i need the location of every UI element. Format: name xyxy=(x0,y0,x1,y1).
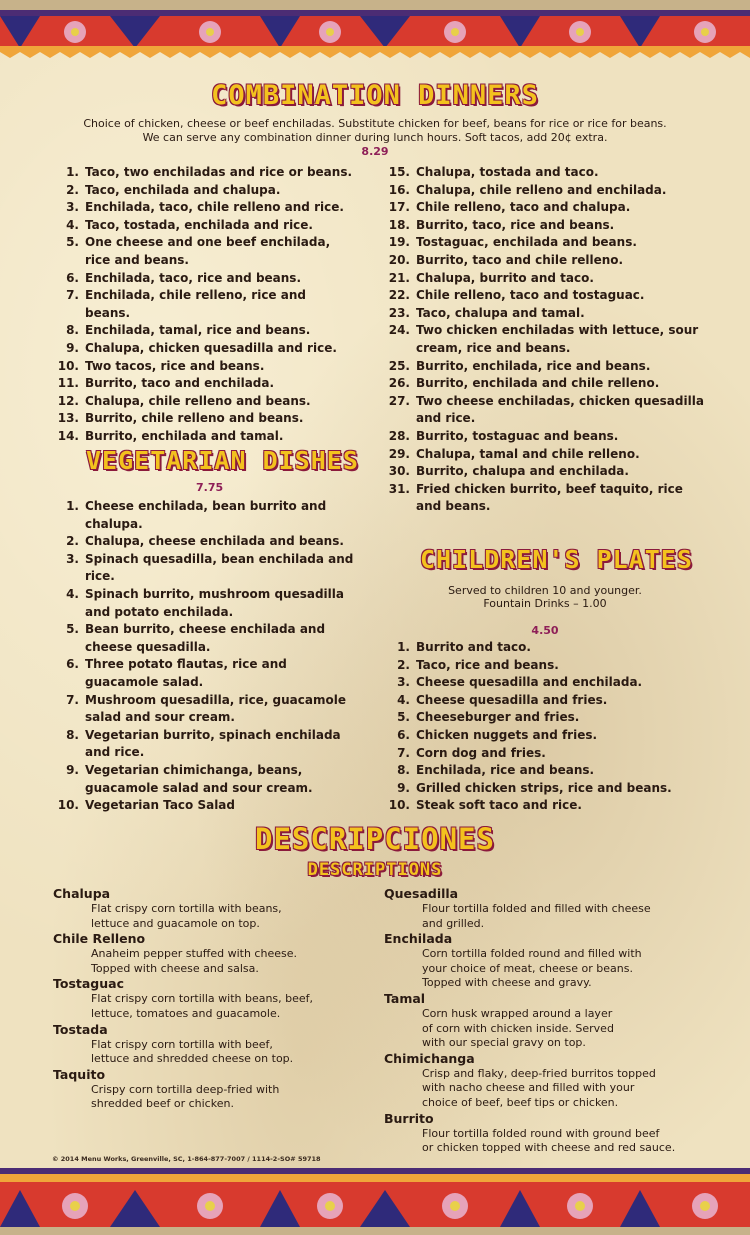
combination-price: 8.29 xyxy=(361,145,389,158)
menu-item xyxy=(386,358,706,376)
menu-item xyxy=(386,745,706,763)
menu-item xyxy=(55,199,355,217)
description-text: lettuce, tomatoes and guacamole. xyxy=(91,1006,281,1020)
menu-item-text: Chalupa, chile relleno and enchilada. xyxy=(416,182,667,197)
menu-item xyxy=(55,586,355,621)
description-term: Chimichanga xyxy=(384,1050,475,1066)
menu-item-text: Taco, tostada, enchilada and rice. xyxy=(85,217,313,232)
menu-item-text: Chalupa, chile relleno and beans. xyxy=(85,393,311,408)
menu-item xyxy=(386,674,706,692)
menu-item-text: Enchilada, taco, rice and beans. xyxy=(85,270,302,285)
menu-item-text: Burrito, enchilada and chile relleno. xyxy=(416,376,660,391)
menu-item xyxy=(55,656,355,691)
menu-item-text: Bean burrito, cheese enchilada and cheese quesadilla. xyxy=(85,622,326,654)
menu-item-number: 5. xyxy=(66,235,79,250)
description-text: shredded beef or chicken. xyxy=(91,1097,234,1111)
description-text: Flour tortilla folded and filled with cheese xyxy=(422,902,651,915)
menu-item xyxy=(55,621,355,656)
menu-item xyxy=(386,305,706,323)
description-text: your choice of meat, cheese or beans. xyxy=(422,961,633,975)
description-term: Enchilada xyxy=(384,931,453,947)
menu-item xyxy=(386,639,706,657)
menu-item-text: Enchilada, taco, chile relleno and rice. xyxy=(85,200,344,215)
description-text: Topped with cheese and gravy. xyxy=(422,976,592,990)
decorative-border-top xyxy=(0,0,750,58)
menu-item xyxy=(386,252,706,270)
menu-item xyxy=(55,164,355,182)
menu-item-number: 11. xyxy=(57,376,79,391)
menu-item-number: 20. xyxy=(388,252,410,267)
description-text: Crisp and flaky, deep-fried burritos topped xyxy=(422,1066,656,1080)
menu-item-text: Two chicken enchiladas with lettuce, sour cream, rice and beans. xyxy=(416,323,699,355)
menu-item-text: Mushroom quesadilla, rice, guacamole salad and sour cream. xyxy=(85,692,346,725)
menu-item-number: 7. xyxy=(397,745,410,760)
menu-item-text: Burrito, tostaguac and beans. xyxy=(416,428,619,443)
menu-item-text: Enchilada, tamal, rice and beans. xyxy=(85,323,311,338)
menu-item-text: Chalupa, cheese enchilada and beans. xyxy=(85,534,344,549)
menu-item-text: Tostaguac, enchilada and beans. xyxy=(416,235,637,250)
menu-item-number: 30. xyxy=(388,464,410,479)
description-term: Tamal xyxy=(384,990,426,1006)
menu-item-number: 31. xyxy=(388,481,410,496)
menu-item-number: 2. xyxy=(397,657,410,672)
menu-item-number: 7. xyxy=(66,692,79,707)
menu-item xyxy=(386,199,706,217)
menu-item-number: 7. xyxy=(66,288,79,303)
menu-item xyxy=(386,657,706,675)
description-text: lettuce and shredded cheese on top. xyxy=(91,1052,294,1066)
menu-item-text: Vegetarian burrito, spinach enchilada and rice. xyxy=(85,727,341,760)
menu-item-number: 6. xyxy=(66,657,79,672)
menu-item-number: 8. xyxy=(397,763,410,778)
menu-item-number: 6. xyxy=(66,270,79,285)
menu-item-text: Taco, rice and beans. xyxy=(416,657,559,672)
menu-item xyxy=(55,234,355,269)
menu-item-number: 1. xyxy=(397,640,410,654)
menu-item-number: 24. xyxy=(388,323,410,338)
menu-item xyxy=(55,270,355,288)
menu-item-number: 4. xyxy=(397,692,410,707)
childrens-plates-title: CHILDREN'S PLATES xyxy=(420,545,693,574)
menu-item xyxy=(386,481,706,516)
menu-item-number: 8. xyxy=(66,727,79,742)
combination-list-left xyxy=(55,164,355,446)
vegetarian-price: 7.75 xyxy=(196,481,224,494)
description-text: Crispy corn tortilla deep-fried with xyxy=(91,1082,280,1096)
menu-item-number: 13. xyxy=(57,411,79,426)
description-text: Corn tortilla folded round and filled with xyxy=(422,947,642,961)
menu-item xyxy=(55,393,355,411)
menu-item-number: 5. xyxy=(397,710,410,725)
menu-item-number: 9. xyxy=(66,340,79,355)
menu-item-text: Three potato flautas, rice and guacamole salad. xyxy=(85,657,287,689)
menu-item-text: Cheese quesadilla and enchilada. xyxy=(416,675,643,690)
menu-item-text: Chalupa, tamal and chile relleno. xyxy=(416,446,640,461)
menu-item-number: 29. xyxy=(388,446,410,461)
menu-item-text: Burrito, taco, rice and beans. xyxy=(416,217,615,232)
menu-item-text: Cheeseburger and fries. xyxy=(416,710,580,725)
menu-item xyxy=(55,340,355,358)
menu-item xyxy=(386,393,706,428)
menu-item xyxy=(386,270,706,288)
menu-item xyxy=(386,234,706,252)
menu-item-number: 1. xyxy=(66,165,79,179)
menu-item-number: 18. xyxy=(388,217,410,232)
menu-item-number: 22. xyxy=(388,288,410,303)
menu-item-text: Taco, two enchiladas and rice or beans. xyxy=(85,165,353,179)
menu-item-number: 4. xyxy=(66,586,79,601)
menu-item-text: Burrito, taco and chile relleno. xyxy=(416,252,624,267)
menu-item-number: 28. xyxy=(388,428,410,443)
menu-item-number: 2. xyxy=(66,534,79,549)
description-term: Quesadilla xyxy=(384,886,459,901)
menu-item xyxy=(386,463,706,481)
children-note-1: Served to children 10 and younger. xyxy=(448,584,642,597)
menu-item-text: Burrito, enchilada and tamal. xyxy=(85,428,284,443)
menu-item-number: 23. xyxy=(388,305,410,320)
children-list xyxy=(386,639,706,815)
menu-item-number: 10. xyxy=(388,798,410,813)
menu-item-text: Burrito, chile relleno and beans. xyxy=(85,411,304,426)
menu-item-text: Chile relleno, taco and chalupa. xyxy=(416,200,631,215)
menu-item-number: 27. xyxy=(388,393,410,408)
menu-item-number: 10. xyxy=(57,358,79,373)
menu-item-text: Enchilada, chile relleno, rice and beans. xyxy=(85,288,306,320)
menu-item xyxy=(55,217,355,235)
descriptions-left xyxy=(53,886,353,1112)
description-text: of corn with chicken inside. Served xyxy=(422,1021,614,1035)
menu-item-number: 14. xyxy=(57,428,79,443)
menu-item xyxy=(55,375,355,393)
menu-item xyxy=(55,287,355,322)
menu-item-text: Chile relleno, taco and tostaguac. xyxy=(416,288,645,303)
menu-item-text: Vegetarian Taco Salad xyxy=(85,798,235,813)
menu-item xyxy=(55,692,355,727)
menu-item-text: Burrito and taco. xyxy=(416,640,531,654)
descriptions-right xyxy=(384,886,704,1156)
menu-item-number: 3. xyxy=(397,675,410,690)
menu-item-text: Two cheese enchiladas, chicken quesadilla and rice. xyxy=(416,393,704,426)
menu-item-text: Chalupa, burrito and taco. xyxy=(416,270,594,285)
menu-item-number: 12. xyxy=(57,393,79,408)
menu-item-number: 9. xyxy=(66,762,79,777)
description-text: with our special gravy on top. xyxy=(422,1036,586,1050)
menu-item-text: Two tacos, rice and beans. xyxy=(85,358,265,373)
menu-item-text: Cheese quesadilla and fries. xyxy=(416,692,608,707)
menu-item xyxy=(55,727,355,762)
menu-item xyxy=(386,375,706,393)
menu-item-number: 21. xyxy=(388,270,410,285)
vegetarian-dishes-title: VEGETARIAN DISHES xyxy=(86,446,359,475)
description-term: Chile Relleno xyxy=(53,931,146,947)
description-text: Flat crispy corn tortilla with beans, beef, xyxy=(91,992,314,1006)
menu-item-text: Taco, enchilada and chalupa. xyxy=(85,182,281,197)
copyright: © 2014 Menu Works, Greenville, SC, 1-864-877-7007 / 1114-2-SO# 59718 xyxy=(52,1155,321,1163)
menu-item xyxy=(386,797,706,815)
description-text: Flour tortilla folded round with ground beef xyxy=(422,1126,660,1140)
menu-item-text: Fried chicken burrito, beef taquito, rice and beans. xyxy=(416,481,683,514)
menu-item-number: 3. xyxy=(66,551,79,566)
description-term: Tostaguac xyxy=(53,976,124,992)
menu-item-text: Chicken nuggets and fries. xyxy=(416,727,598,742)
description-text: Corn husk wrapped around a layer xyxy=(422,1006,613,1020)
menu-item-text: Grilled chicken strips, rice and beans. xyxy=(416,780,672,795)
menu-item-text: Chalupa, chicken quesadilla and rice. xyxy=(85,340,337,355)
menu-item xyxy=(55,797,355,815)
menu-item xyxy=(386,164,706,182)
menu-item-text: Vegetarian chimichanga, beans, guacamole salad and sour cream. xyxy=(85,762,313,795)
menu-item xyxy=(55,322,355,340)
menu-item-text: Taco, chalupa and tamal. xyxy=(416,305,585,320)
description-text: Topped with cheese and salsa. xyxy=(91,961,259,975)
vegetarian-list xyxy=(55,498,355,815)
menu-item-number: 9. xyxy=(397,780,410,795)
menu-item xyxy=(386,692,706,710)
combination-dinners-title: COMBINATION DINNERS xyxy=(211,80,539,111)
menu-item-number: 3. xyxy=(66,200,79,215)
menu-item xyxy=(386,727,706,745)
menu-item xyxy=(386,446,706,464)
menu-item-text: Burrito, chalupa and enchilada. xyxy=(416,464,629,479)
menu-item-number: 8. xyxy=(66,323,79,338)
menu-item-number: 6. xyxy=(397,727,410,742)
children-price: 4.50 xyxy=(531,624,559,637)
menu-item-number: 1. xyxy=(66,499,79,513)
menu-item xyxy=(55,358,355,376)
menu-item-text: Corn dog and fries. xyxy=(416,745,546,760)
children-note-2: Fountain Drinks – 1.00 xyxy=(483,597,607,610)
description-text: or chicken topped with cheese and red sauce. xyxy=(422,1141,676,1155)
combination-note-2: We can serve any combination dinner during lunch hours. Soft tacos, add 20¢ extra. xyxy=(142,131,608,144)
decorative-border-bottom xyxy=(0,1168,750,1235)
menu-item xyxy=(55,533,355,551)
menu-item xyxy=(386,709,706,727)
menu-item-number: 17. xyxy=(388,200,410,215)
menu-item xyxy=(55,182,355,200)
menu-item xyxy=(386,287,706,305)
menu-item xyxy=(55,551,355,586)
descriptions-subtitle: DESCRIPTIONS xyxy=(307,860,443,880)
menu-item xyxy=(386,762,706,780)
descripciones-title: DESCRIPCIONES xyxy=(255,822,495,856)
menu-item xyxy=(55,498,355,533)
menu-item-text: Burrito, enchilada, rice and beans. xyxy=(416,358,651,373)
menu-item-text: Spinach quesadilla, bean enchilada and rice. xyxy=(85,551,354,584)
menu-item-number: 19. xyxy=(388,235,410,250)
menu-item-text: Spinach burrito, mushroom quesadilla and potato enchilada. xyxy=(85,586,344,619)
menu-item-text: Steak soft taco and rice. xyxy=(416,798,582,813)
menu-item-text: Chalupa, tostada and taco. xyxy=(416,165,599,179)
menu-item-number: 4. xyxy=(66,217,79,232)
description-text: Flat crispy corn tortilla with beans, xyxy=(91,902,282,915)
combination-note-1: Choice of chicken, cheese or beef enchiladas. Substitute chicken for beef, beans for rice or rice for beans. xyxy=(83,117,667,130)
menu-item xyxy=(386,217,706,235)
menu-item-text: Enchilada, rice and beans. xyxy=(416,763,595,778)
description-term: Taquito xyxy=(53,1066,106,1082)
description-text: and grilled. xyxy=(422,916,485,930)
menu-item-text: Burrito, taco and enchilada. xyxy=(85,376,275,391)
description-text: Anaheim pepper stuffed with cheese. xyxy=(91,947,297,961)
menu-item xyxy=(386,428,706,446)
menu-item xyxy=(55,762,355,797)
menu-item-number: 5. xyxy=(66,622,79,637)
menu-item xyxy=(55,428,355,446)
description-text: Flat crispy corn tortilla with beef, xyxy=(91,1037,273,1051)
menu-item xyxy=(386,322,706,357)
description-term: Tostada xyxy=(53,1021,108,1037)
menu-item-text: Cheese enchilada, bean burrito and chalupa. xyxy=(85,499,327,531)
menu-item-number: 2. xyxy=(66,182,79,197)
menu-item xyxy=(386,182,706,200)
menu-item-number: 15. xyxy=(388,165,410,179)
description-text: with nacho cheese and filled with your xyxy=(422,1081,635,1095)
menu-item-number: 25. xyxy=(388,358,410,373)
menu-item xyxy=(55,410,355,428)
menu-item-number: 26. xyxy=(388,376,410,391)
description-term: Burrito xyxy=(384,1110,434,1126)
combination-list-right xyxy=(386,164,706,516)
menu-item-text: One cheese and one beef enchilada, rice and beans. xyxy=(85,235,331,267)
menu-item-number: 10. xyxy=(57,798,79,813)
description-text: lettuce and guacamole on top. xyxy=(91,916,260,930)
description-text: choice of beef, beef tips or chicken. xyxy=(422,1095,619,1109)
menu-item-number: 16. xyxy=(388,182,410,197)
description-term: Chalupa xyxy=(53,886,111,901)
menu-item xyxy=(386,780,706,798)
